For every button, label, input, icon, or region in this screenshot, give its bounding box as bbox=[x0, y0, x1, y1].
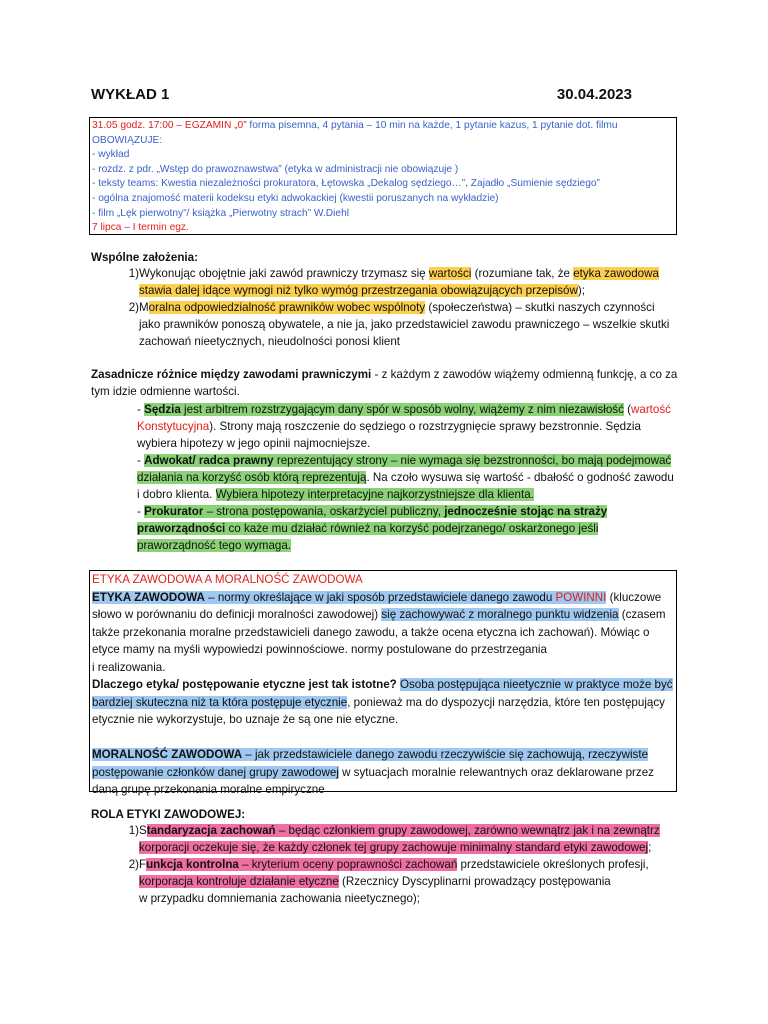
exam-info-line: - teksty teams: Kwestia niezależności prokuratora, Łętowska „Dekalog sędziego…”, Zajadło „Sumienie sędziego” bbox=[92, 178, 600, 190]
list-item: 2) Moralna odpowiedzialność prawników wobec wspólnoty (społeczeństwa) – skutki naszych czynności jako prawników ponoszą obywatele, a nie ja, jako przedstawiciel zawodu prawniczego – wszelkie skutki zachowań nieetycznych, nieudolności ponosi klient bbox=[128, 301, 670, 348]
exam-info-box bbox=[89, 117, 677, 235]
section-heading: Wspólne założenia: bbox=[91, 251, 198, 264]
profession-prosecutor: - Prokurator – strona postępowania, oskarżyciel publiczny, jednocześnie stojąc na straży praworządności co każe mu działać również na korzyść podejrzanego/ oskarżonego jeśli praworządność tego wymaga. bbox=[137, 505, 608, 552]
profession-judge: - Sędzia jest arbitrem rozstrzygającym dany spór w sposób wolny, wiążemy z nim niezawisłość (wartość Konstytucyjna). Strony mają roszczenie do sędziego o rozstrzygnięcie sprawy bezstronnie. Sędzia wybiera hipotezy w jego opinii najmocniejsze. bbox=[137, 403, 671, 450]
exam-info-line: - wykład bbox=[92, 149, 130, 161]
list-item: 1) Standaryzacja zachowań – będąc członkiem grupy zawodowej, zarówno wewnątrz jak i na zewnątrz korporacji oczekuje się, że każdy członek tej grupy zachowuje minimalny standard etyki zawodowej; bbox=[128, 824, 660, 854]
lecture-date: 30.04.2023 bbox=[556, 86, 632, 103]
ethics-box: ETYKA ZAWODOWA A MORALNOŚĆ ZAWODOWA ETYKA ZAWODOWA – normy określające w jaki sposób przedstawiciele danego zawodu POWINNI (kluczowe słowo w porównaniu do definicji moralności zawodowej) się zachowywać z moralnego punktu widzenia (czasem także przekonania moralne przedstawicieli danego zawodu, a także ocena etyczna ich zachowań). Mówiąc o etyce mamy na myśli wypowiedzi powinnościowe. normy postulowane do przestrzegania i realizowania. Dlaczego etyka/ postępowanie etyczne jest tak istotne? Osoba postępująca nieetycznie w praktyce może być bardziej skuteczna niż ta która postępuje etycznie, ponieważ ma do dyspozycji narzędzia, które ten postępujący etycznie nie wykorzystuje, bo uznaje że są one nie etyczne. MORALNOŚĆ ZAWODOWA – jak przedstawiciele danego zawodu rzeczywiście się zachowują, rzeczywiste postępowanie członków danej grupy zawodowej w sytuacjach moralnie relewantnych oraz deklarowane przez daną grupę przekonania moralne empiryczne bbox=[89, 570, 677, 792]
exam-info-line: - ogólna znajomość materii kodeksu etyki adwokackiej (kwestii poruszanych na wykładzie) bbox=[92, 192, 499, 204]
box-title: ETYKA ZAWODOWA A MORALNOŚĆ ZAWODOWA bbox=[92, 573, 363, 586]
list-item: 1) Wykonując obojętnie jaki zawód prawniczy trzymasz się wartości (rozumiane tak, że etyka zawodowa stawia dalej idące wymogi niż tylko wymóg przestrzegania obowiązujących przepisów); bbox=[128, 267, 659, 297]
profession-lawyer: - Adwokat/ radca prawny reprezentujący strony – nie wymaga się bezstronności, bo mają podejmować działania na korzyść osób którą reprezentują. Na czoło wysuwa się wartość - dbałość o godność zawodu i dobro klienta. Wybiera hipotezy interpretacyjne najkorzystniejsze dla klienta. bbox=[137, 454, 674, 501]
exam-info-line: - film „Lęk pierwotny”/ książka „Pierwotny strach” W.Diehl bbox=[92, 207, 350, 219]
exam-info-line: OBOWIĄZUJE: bbox=[92, 134, 163, 146]
exam-info-line: - rozdz. z pdr. „Wstęp do prawoznawstwa” (etyka w administracji nie obowiązuje ) bbox=[92, 163, 459, 175]
differences-intro: Zasadnicze różnice między zawodami prawniczymi - z każdym z zawodów wiążemy odmienną funkcję, a co za tym idzie odmienne wartości. bbox=[91, 368, 678, 398]
exam-info-line: 31.05 godz. 17:00 – EGZAMIN „0” forma pisemna, 4 pytania – 10 min na każde, 1 pytanie kazus, 1 pytanie dot. filmu bbox=[92, 120, 618, 131]
list-item: 2) Funkcja kontrolna – kryterium oceny poprawności zachowań przedstawiciele określonych profesji, korporacja kontroluje działanie etyczne (Rzecznicy Dyscyplinarni prowadzący postępowania w przypadku domniemania zachowania nieetycznego); bbox=[128, 858, 649, 905]
section-heading: ROLA ETYKI ZAWODOWEJ: bbox=[91, 808, 246, 821]
lecture-title: WYKŁAD 1 bbox=[91, 86, 170, 103]
lecture-header bbox=[91, 86, 632, 103]
exam-info-line: 7 lipca – I termin egz. bbox=[92, 222, 189, 234]
